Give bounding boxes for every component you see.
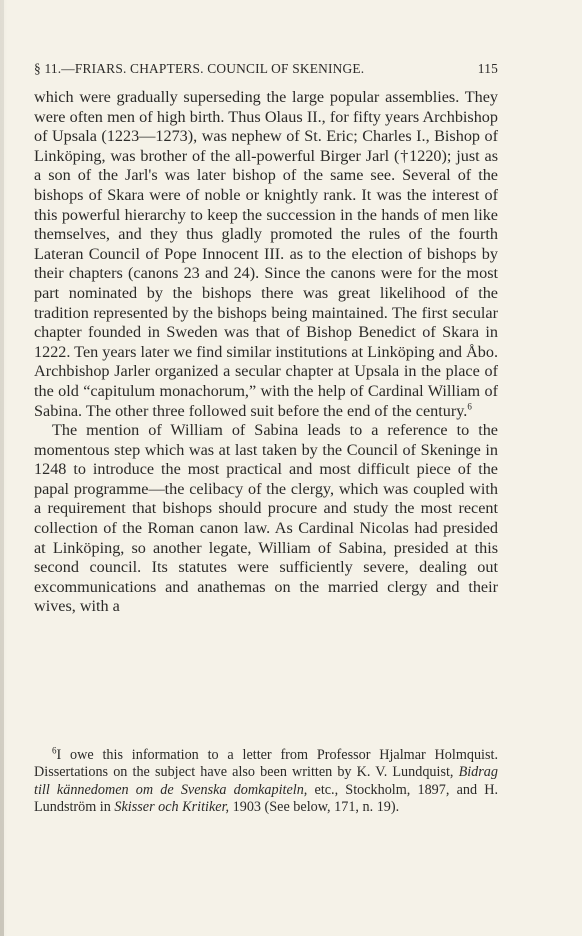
footnote-text: etc., Stockholm, 1897, and H. Lundström in — [34, 781, 498, 816]
footnote-text: I owe this information to a letter from Professor Hjalmar Holmquist. Dissertations on the subject have also been written by K. V. Lundquist, — [34, 747, 498, 781]
footnote-title: Skisser och Kritiker, — [114, 799, 230, 816]
footnote-title: Bidrag till kännedomen om de Svenska domkapiteln, — [34, 764, 498, 798]
footnote-reference: 6 — [467, 401, 472, 412]
paragraph — [34, 88, 498, 421]
footnote-marker: 6 — [52, 745, 57, 756]
main-text — [34, 88, 498, 617]
paragraph — [34, 421, 498, 617]
paragraph-text: which were gradually superseding the large popular assemblies. They were often men of high birth. Thus Olaus II., for fifty years Archbishop of Upsala (1223—1273), was nephew of St. Eric; Charles I., Bishop of Linköping, was brother of the all-powerful Birger Jarl (†1220); just as a son of the Jarl's was later bishop of the same see. Several of the bishops of Skara were of noble or knightly rank. It was the interest of this powerful hierarchy to keep the succession in the hands of men like themselves, and they thus gladly promoted the rules of the fourth Lateran Council of Pope Innocent III. as to the election of bishops by their chapters (canons 23 and 24). Since the canons were for the most part nominated by the bishops there was great likelihood of the tradition represented by the bishops being maintained. The first secular chapter founded in Sweden was that of Bishop Benedict of Skara in 1222. Ten years later we find similar institutions at Linköping and Åbo. Archbishop Jarler organized a secular chapter at Upsala in the place of the old “capitulum monachorum,” with the help of Cardinal William of Sabina. The other three followed suit before the end of the century. — [34, 88, 498, 420]
running-head — [34, 61, 498, 81]
footnote — [34, 747, 498, 817]
page-number: 115 — [477, 61, 498, 76]
footnote-text: 1903 (See below, 171, n. 19). — [229, 799, 400, 816]
section-title: § 11.—FRIARS. CHAPTERS. COUNCIL OF SKENINGE. — [34, 61, 365, 76]
footnotes — [34, 747, 498, 817]
page-binding-edge — [0, 0, 4, 936]
paragraph-text: The mention of William of Sabina leads to a reference to the momentous step which was at last taken by the Council of Skeninge in 1248 to introduce the most practical and most difficult piece of the papal programme—the celibacy of the clergy, which was coupled with a requirement that bishops should procure and study the most recent collection of the Roman canon law. As Cardinal Nicolas had presided at Linköping, so another legate, William of Sabina, presided at this second council. Its statutes were sufficiently severe, dealing out excommunications and anathemas on the married clergy and their wives, with a — [34, 421, 498, 616]
